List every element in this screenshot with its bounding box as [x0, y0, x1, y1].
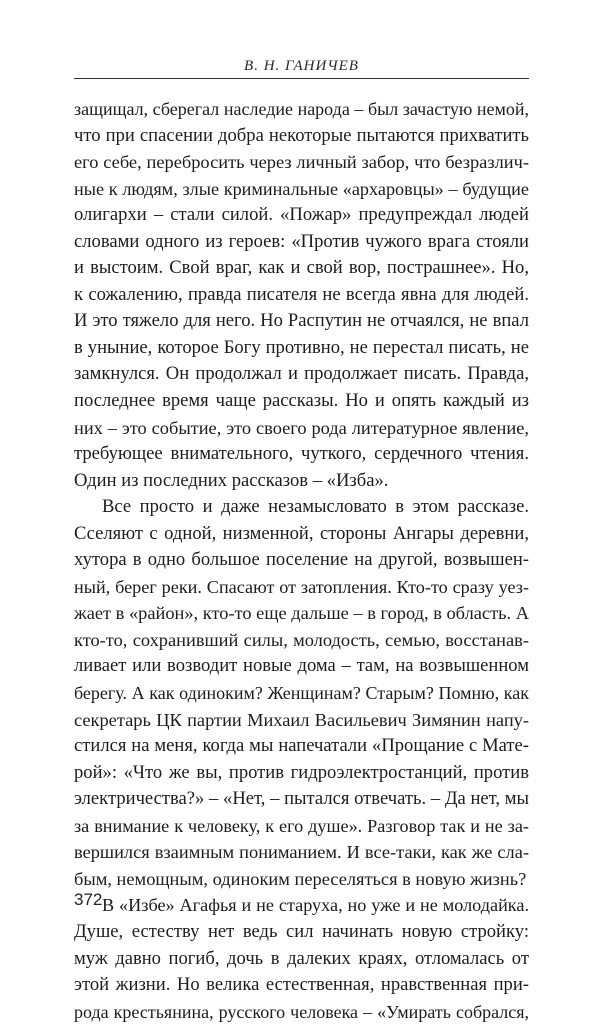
page-number: 372 [74, 890, 103, 909]
text-line: Душе, естеству нет ведь сил начинать новую стройку: [74, 920, 529, 942]
text-line: этой жизни. Но велика естественная, нравственная при- [74, 974, 529, 996]
text-line: ливает или возводит новые дома – там, на возвышенном [74, 655, 529, 677]
text-line: олигархи – стали силой. «Пожар» предупреждал людей [74, 204, 529, 226]
text-line: словами одного из героев: «Против чужого врага стояли [74, 230, 529, 252]
text-line: Один из последних рассказов – «Изба». [74, 469, 389, 491]
text-line: секретарь ЦК партии Михаил Васильевич Зимянин напу- [74, 709, 529, 730]
text-line: Все просто и даже незамысловато в этом рассказе. [102, 496, 529, 518]
text-line: ные к людям, злые криминальные «архаровцы» – будущие [74, 178, 529, 199]
text-line: хутора в одно большое поселение на другой, возвышен- [74, 549, 529, 571]
text-line: стился на меня, когда мы напечатали «Прощание с Мате- [74, 735, 529, 757]
text-line: его себе, перебросить через личный забор, что безразлич- [74, 152, 529, 173]
text-line: замкнулся. Он продолжал и продолжает писать. Правда, [74, 363, 529, 385]
text-line: и выстоим. Свой враг, как и свой вор, пострашнее». Но, [74, 257, 529, 279]
text-line: ный, берег реки. Спасают от затопления. Кто-то сразу уез- [74, 576, 529, 597]
text-line: защищал, сберегал наследие народа – был зачастую немой, [74, 99, 529, 119]
text-line: в уныние, которое Богу противно, не перестал писать, не [74, 336, 529, 358]
text-line: Сселяют с одной, низменной, стороны Ангары деревни, [74, 522, 529, 544]
text-line: последнее время чаще рассказы. Но и опять каждый из [74, 390, 529, 412]
text-line: к сожалению, правда писателя не всегда явна для людей. [74, 283, 529, 305]
text-line: вершился взаимным пониманием. И все-таки, как же сла- [74, 842, 529, 863]
text-line: кто-то, сохранивший силы, молодость, семью, восстанав- [74, 629, 529, 650]
text-line: рой»: «Что же вы, против гидроэлектростанций, против [74, 761, 529, 783]
header-rule [74, 78, 529, 79]
text-line: что при спасении добра некоторые пытаются прихватить [74, 124, 529, 146]
text-line: берегу. А как одиноким? Женщинам? Старым? Помню, как [74, 683, 529, 704]
text-line: муж давно погиб, дочь в далеких краях, отломалась от [74, 947, 529, 969]
text-line: рода крестьянина, русского человека – «Умирать собрался, [74, 1001, 529, 1022]
text-line: И это тяжело для него. Но Распутин не отчаялся, не впал [74, 310, 529, 332]
text-line: них – это событие, это своего рода литературное явление, [74, 417, 529, 438]
text-line: жает в «район», кто-то еще дальше – в город, в область. А [74, 603, 529, 624]
body-text [74, 96, 529, 1025]
text-line: электричества?» – «Нет, – пытался отвечать. – Да нет, мы [74, 788, 529, 810]
text-line: требующее внимательного, чуткого, сердечного чтения. [74, 443, 529, 465]
text-line: за внимание к человеку, к его душе». Разговор так и не за- [74, 815, 529, 836]
text-line: В «Избе» Агафья и не старуха, но уже и не молодайка. [102, 895, 529, 916]
running-header: В. Н. ГАНИЧЕВ [244, 58, 359, 74]
text-line: бым, немощным, одиноким переселяться в новую жизнь? [74, 868, 527, 889]
